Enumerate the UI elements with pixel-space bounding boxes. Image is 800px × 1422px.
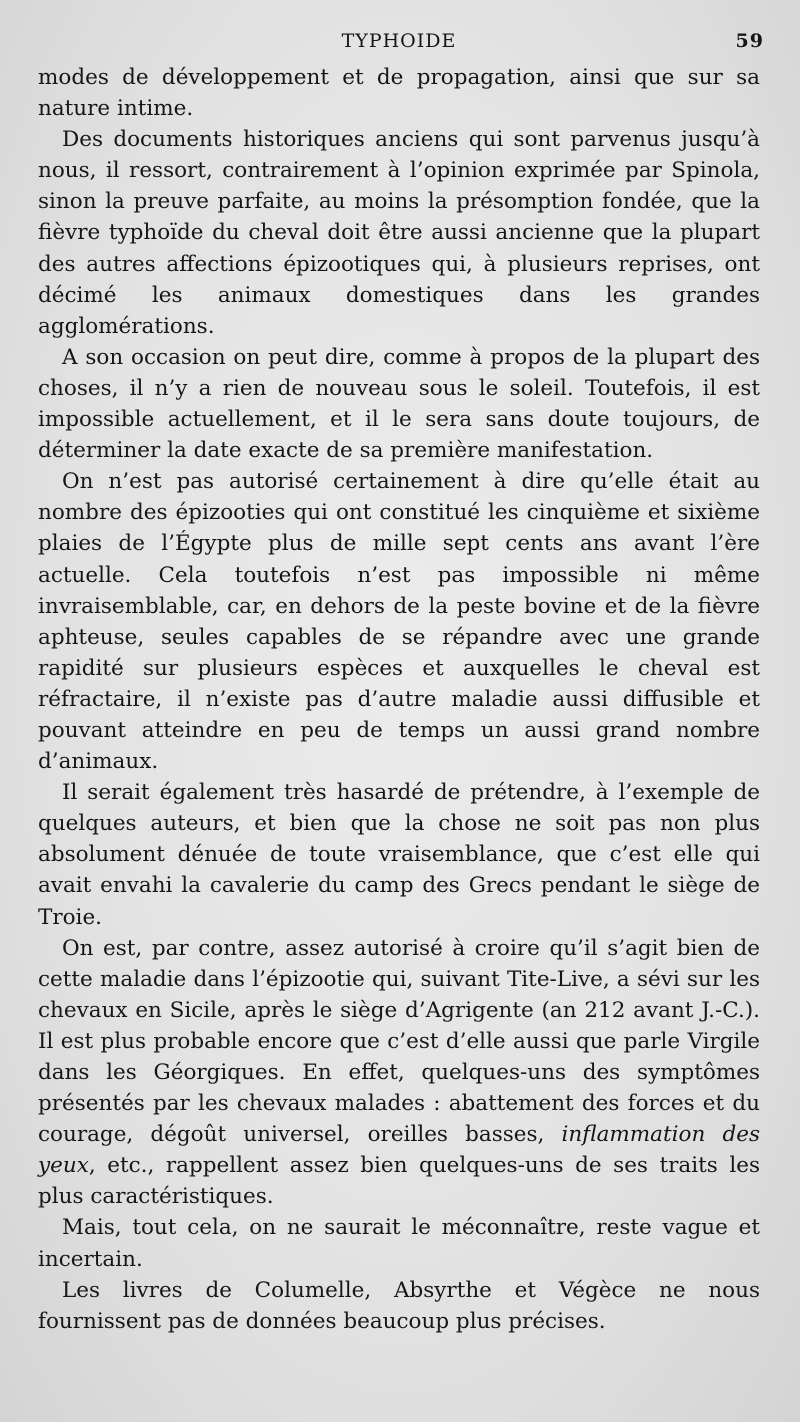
paragraph-text: Des documents historiques anciens qui sont parvenus jusqu’à nous, il ressort, contrairement à l’opinion exprimée par Spinola, sinon la preuve parfaite, au moins la présomption fondée, que la fièvre typhoïde du cheval doit être aussi ancienne que la plupart des autres affections épizootiques qui, à plusieurs reprises, ont décimé les animaux domestiques dans les grandes agglomérations. <box>38 127 760 339</box>
italic-text: inflammation des yeux <box>38 1122 761 1179</box>
paragraph <box>38 1275 760 1337</box>
paragraph-text: A son occasion on peut dire, comme à propos de la plupart des choses, il n’y a rien de nouveau sous le soleil. Toutefois, il est impossible actuellement, et il le sera sans doute toujours, de déterminer la date exacte de sa première manifestation. <box>38 344 760 464</box>
paragraph <box>38 933 760 1213</box>
paragraph <box>38 777 760 932</box>
page-number: 59 <box>735 30 764 52</box>
running-head <box>38 22 764 62</box>
paragraph-text: On n’est pas autorisé certainement à dire qu’elle était au nombre des épizooties qui ont constitué les cinquième et sixième plaies de l’Égypte plus de mille sept cents ans avant l’ère actuelle. Cela toutefois n’est pas impossible ni même invraisemblable, car, en dehors de la peste bovine et de la fièvre aphteuse, seules capables de se répandre avec une grande rapidité sur plusieurs espèces et auxquelles le cheval est réfractaire, il n’existe pas d’autre maladie aussi diffusible et pouvant atteindre en peu de temps un aussi grand nombre d’animaux. <box>38 469 760 775</box>
paragraph-text: Mais, tout cela, on ne saurait le méconnaître, reste vague et incertain. <box>38 1215 760 1272</box>
paragraph-text: , etc., rappellent assez bien quelques-uns de ses traits les plus caractéristiques. <box>38 1153 760 1210</box>
paragraph <box>38 1212 760 1274</box>
paragraph-text: On est, par contre, assez autorisé à croire qu’il s’agit bien de cette maladie dans l’épizootie qui, suivant Tite-Live, a sévi sur les chevaux en Sicile, après le siège d’Agrigente (an 212 avant J.-C.). Il est plus probable encore que c’est d’elle aussi que parle Virgile dans les Géorgiques. En effet, quelques-uns des symptômes présentés par les chevaux malades : abattement des forces et du courage, dégoût universel, oreilles basses, <box>38 935 760 1148</box>
paragraph-text: modes de développement et de propagation, ainsi que sur sa nature intime. <box>38 65 760 122</box>
paragraph-text: Les livres de Columelle, Absyrthe et Végèce ne nous fournissent pas de données beaucoup plus précises. <box>38 1277 760 1334</box>
paragraph <box>38 62 760 124</box>
body-text <box>38 62 760 1337</box>
running-title: TYPHOIDE <box>341 30 457 52</box>
paragraph <box>38 466 760 777</box>
paragraph-text: Il serait également très hasardé de prétendre, à l’exemple de quelques auteurs, et bien que la chose ne soit pas non plus absolument dénuée de toute vraisemblance, que c’est elle qui avait envahi la cavalerie du camp des Grecs pendant le siège de Troie. <box>38 780 760 930</box>
paragraph <box>38 124 760 342</box>
paragraph <box>38 342 760 466</box>
